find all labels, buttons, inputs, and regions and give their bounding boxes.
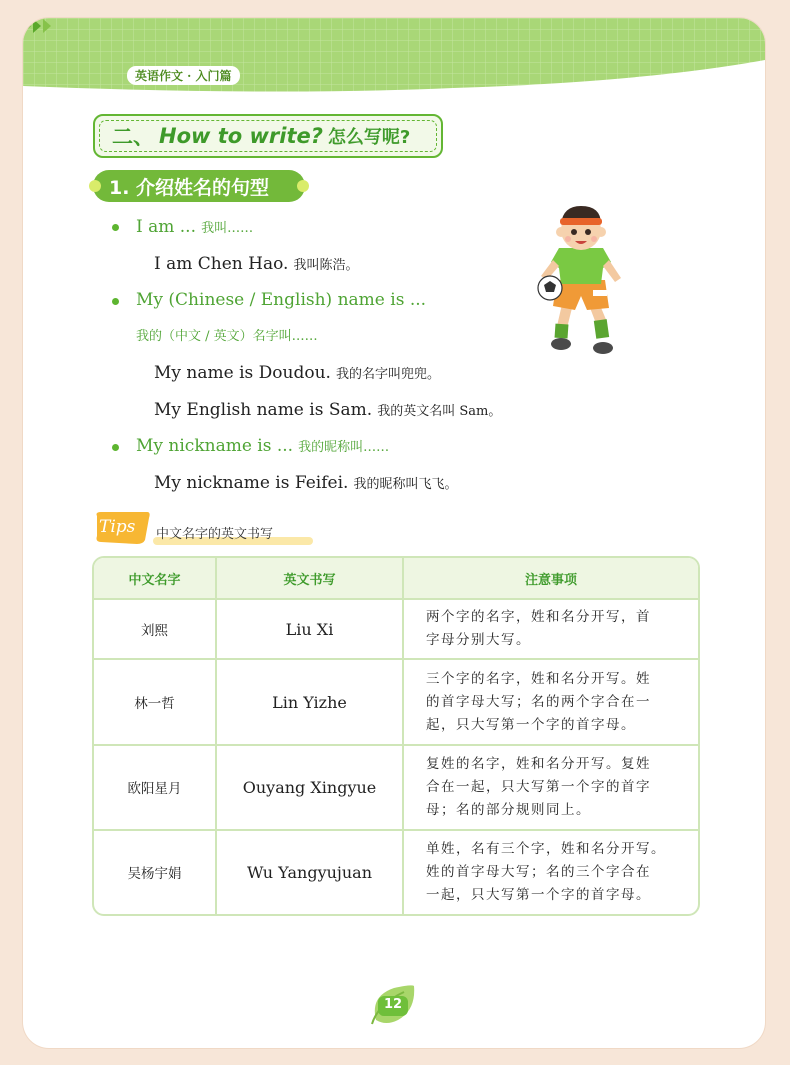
cell-cn-name: 刘熙 bbox=[94, 599, 216, 659]
section-title bbox=[93, 114, 443, 158]
example-1-cn: 我叫陈浩。 bbox=[293, 258, 359, 273]
note-line: 起，只大写第一个字的首字母。 bbox=[426, 716, 636, 733]
note-line: 合在一起，只大写第一个字的首字 bbox=[426, 778, 651, 795]
pattern-3-cn: 我的昵称叫…… bbox=[298, 440, 390, 455]
pattern-1-cn: 我叫…… bbox=[201, 221, 254, 236]
bullet-dot bbox=[112, 444, 119, 451]
example-3-en: My English name is Sam. bbox=[154, 400, 373, 420]
boy-soccer-illustration bbox=[523, 196, 633, 364]
pattern-3-en: My nickname is ... bbox=[136, 436, 294, 456]
table-header-notes: 注意事项 bbox=[403, 558, 698, 599]
note-line: 一起，只大写第一个字的首字母。 bbox=[426, 886, 651, 903]
table-row bbox=[94, 830, 698, 914]
table-header-cn: 中文名字 bbox=[94, 558, 216, 599]
page-number-text: 12 bbox=[383, 997, 403, 1012]
tips-title: 中文名字的英文书写 bbox=[156, 527, 274, 542]
cell-notes bbox=[403, 599, 698, 659]
example-2 bbox=[154, 363, 440, 383]
table-row bbox=[94, 745, 698, 830]
example-4-en: My nickname is Feifei. bbox=[154, 473, 349, 493]
table-header-en: 英文书写 bbox=[216, 558, 403, 599]
example-3 bbox=[154, 400, 501, 420]
page-header bbox=[23, 18, 765, 128]
note-line: 姓的首字母大写；名的三个字合在 bbox=[426, 863, 651, 880]
chevron-arrows-icon bbox=[23, 18, 63, 34]
cell-cn-name: 欧阳星月 bbox=[94, 745, 216, 830]
note-line: 单姓，名有三个字，姓和名分开写。 bbox=[426, 840, 666, 857]
table-row bbox=[94, 599, 698, 659]
cell-cn-name: 林一哲 bbox=[94, 659, 216, 744]
pattern-2-en: My (Chinese / English) name is ... bbox=[136, 290, 427, 310]
table-row bbox=[94, 659, 698, 744]
bullet-dot bbox=[112, 224, 119, 231]
example-4 bbox=[154, 473, 458, 493]
pattern-2 bbox=[136, 290, 426, 310]
cell-en-name: Liu Xi bbox=[216, 599, 403, 659]
cell-en-name: Ouyang Xingyue bbox=[216, 745, 403, 830]
example-4-cn: 我的昵称叫飞飞。 bbox=[353, 477, 458, 492]
section-prefix: 二、 bbox=[112, 125, 154, 149]
bullet-dot bbox=[112, 298, 119, 305]
note-line: 三个字的名字，姓和名分开写。姓 bbox=[426, 670, 651, 687]
subsection-title: 1. 介绍姓名的句型 bbox=[109, 177, 270, 199]
pattern-2-translation bbox=[136, 325, 318, 344]
note-line: 母；名的部分规则同上。 bbox=[426, 801, 591, 818]
cell-notes bbox=[403, 830, 698, 914]
cell-en-name: Wu Yangyujuan bbox=[216, 830, 403, 914]
note-line: 字母分别大写。 bbox=[426, 632, 531, 649]
example-1-en: I am Chen Hao. bbox=[154, 254, 289, 274]
subsection-heading bbox=[93, 170, 305, 202]
note-line: 复姓的名字，姓和名分开写。复姓 bbox=[426, 755, 651, 772]
section-title-cn: 怎么写呢? bbox=[327, 127, 411, 148]
pattern-2-cn: 我的（中文 / 英文）名字叫…… bbox=[136, 329, 318, 344]
example-3-cn: 我的英文名叫 Sam。 bbox=[377, 404, 502, 419]
tips-badge-label: Tips bbox=[99, 517, 136, 537]
pattern-1 bbox=[136, 217, 253, 237]
header-label: 英语作文 · 入门篇 bbox=[127, 66, 240, 85]
cell-en-name: Lin Yizhe bbox=[216, 659, 403, 744]
cell-cn-name: 吴杨宇娟 bbox=[94, 830, 216, 914]
table-header-row bbox=[94, 558, 698, 599]
example-1 bbox=[154, 254, 359, 274]
example-2-en: My name is Doudou. bbox=[154, 363, 331, 383]
page-number bbox=[370, 984, 416, 1030]
page bbox=[23, 18, 765, 1048]
cell-notes bbox=[403, 745, 698, 830]
section-title-en: How to write? bbox=[159, 124, 323, 148]
pattern-3 bbox=[136, 436, 389, 456]
note-line: 两个字的名字，姓和名分开写，首 bbox=[426, 609, 651, 626]
note-line: 的首字母大写；名的两个字合在一 bbox=[426, 693, 651, 710]
pattern-1-en: I am ... bbox=[136, 217, 196, 237]
example-2-cn: 我的名字叫兜兜。 bbox=[336, 367, 441, 382]
tips-badge-label-wrap bbox=[93, 510, 153, 546]
names-table bbox=[92, 556, 700, 916]
cell-notes bbox=[403, 659, 698, 744]
